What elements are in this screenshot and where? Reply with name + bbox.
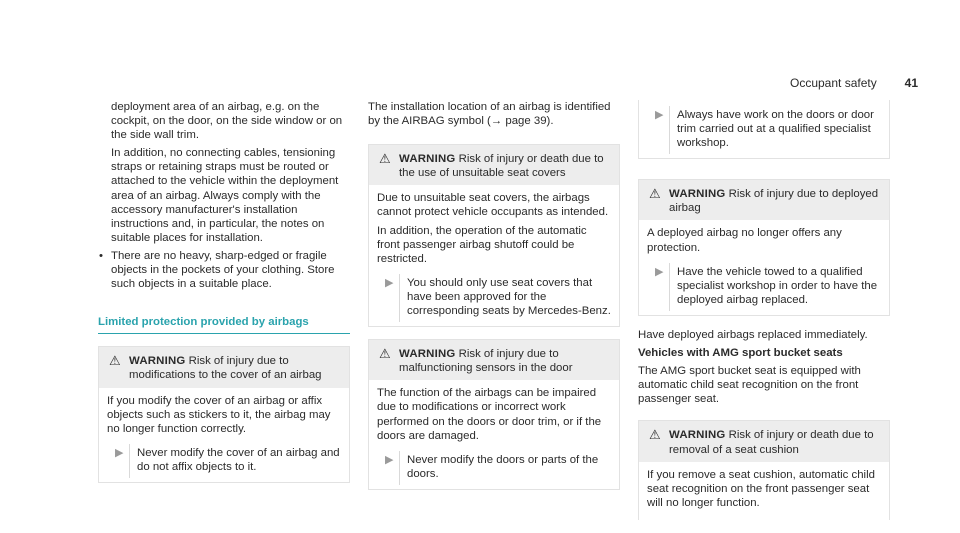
warning-header (639, 421, 889, 461)
warning-header (369, 145, 619, 185)
paragraph: The AMG sport bucket seat is equipped with automatic child seat recognition on the front passenger seat. (638, 365, 861, 406)
bullet-item (98, 249, 350, 291)
warning-body (639, 100, 889, 158)
warning-box (638, 420, 890, 519)
action-arrow-icon: ▶ (655, 109, 664, 121)
action-step (647, 265, 881, 307)
warning-text: If you remove a seat cushion, automatic child seat recognition on the front passenger seat will no longer function. (647, 468, 875, 509)
warning-box (368, 144, 620, 327)
warning-body (369, 380, 619, 489)
warning-body (99, 388, 349, 482)
paragraph: deployment area of an airbag, e.g. on the cockpit, on the door, on the side window or on the side wall trim. (111, 101, 343, 142)
warning-header (99, 347, 349, 387)
column-2 (368, 100, 620, 502)
warning-label: WARNING (129, 355, 186, 368)
warning-label: WARNING (399, 348, 456, 361)
bullet-icon: • (99, 249, 103, 262)
warning-title: Risk of injury due to modifications to the cover of an airbag (129, 355, 322, 382)
warning-body (369, 185, 619, 326)
action-arrow-icon: ▶ (115, 446, 124, 459)
warning-text: In addition, the operation of the automatic front passenger airbag shutoff could be restricted. (377, 224, 587, 265)
action-arrow-icon: ▶ (655, 265, 664, 278)
warning-box (638, 179, 890, 316)
action-text: Never modify the cover of an airbag and do not affix objects to it. (137, 446, 340, 473)
action-step (107, 446, 341, 474)
action-step (377, 276, 611, 318)
paragraph: Have deployed airbags replaced immediately. (638, 328, 868, 341)
action-step (377, 453, 611, 481)
warning-label: WARNING (399, 153, 456, 166)
warning-triangle-icon: ⚠ (109, 353, 121, 369)
action-arrow-icon: ▶ (385, 276, 394, 289)
warning-text: The function of the airbags can be impaired due to modifications or incorrect work performed on the doors or door trim, or if the doors are damaged. (377, 387, 602, 442)
warning-label: WARNING (669, 188, 726, 201)
warning-title: Risk of injury or death due to the use of unsuitable seat covers (399, 153, 604, 180)
warning-text: If you modify the cover of an airbag or affix objects such as stickers to it, the airbag may no longer function correctly. (107, 394, 331, 435)
bullet-text: There are no heavy, sharp-edged or fragile objects in the pockets of your clothing. Store such objects in a suitable place. (111, 249, 335, 291)
action-arrow-icon: ▶ (385, 453, 394, 466)
column-3 (638, 100, 890, 532)
section-name: Occupant safety (790, 76, 877, 90)
warning-box (98, 346, 350, 483)
action-text: You should only use seat covers that have been approved for the corresponding seats by Mercedes-Benz. (407, 276, 611, 318)
warning-box (368, 339, 620, 490)
section-title: Limited protection provided by airbags (98, 315, 350, 334)
action-text: Always have work on the doors or door trim carried out at a qualified specialist workshop. (677, 109, 874, 150)
warning-text: A deployed airbag no longer offers any protection. (647, 227, 842, 254)
warning-triangle-icon: ⚠ (379, 346, 391, 362)
paragraph: In addition, no connecting cables, tensioning straps or retaining straps must be routed or attached to the vehicle within the deployment area of an airbag. Always comply with the accessory manufacturer's installation instructions and, in particular, the notes on suitable places for installation. (111, 147, 339, 244)
page-header (790, 76, 918, 90)
column-1 (98, 100, 350, 495)
warning-title: Risk of injury due to deployed airbag (669, 188, 879, 215)
action-text: Never modify the doors or parts of the doors. (407, 453, 599, 480)
subheading: Vehicles with AMG sport bucket seats (638, 347, 843, 360)
warning-triangle-icon: ⚠ (379, 151, 391, 167)
warning-label: WARNING (669, 429, 726, 442)
warning-triangle-icon: ⚠ (649, 186, 661, 202)
action-step (647, 108, 881, 150)
warning-title: Risk of injury or death due to removal of a seat cushion (669, 429, 874, 456)
warning-text: Due to unsuitable seat covers, the airbags cannot protect vehicle occupants as intended. (377, 192, 609, 219)
warning-header (369, 340, 619, 380)
warning-triangle-icon: ⚠ (649, 427, 661, 443)
warning-body (639, 462, 889, 520)
action-text: Have the vehicle towed to a qualified specialist workshop in order to have the deployed airbag replaced. (677, 265, 878, 306)
paragraph: The installation location of an airbag is identified by the AIRBAG symbol (→ page 39). (368, 101, 611, 128)
warning-continuation (638, 100, 890, 159)
warning-body (639, 220, 889, 314)
page-number: 41 (904, 76, 918, 90)
warning-header (639, 180, 889, 220)
warning-title: Risk of injury due to malfunctioning sensors in the door (399, 348, 573, 375)
